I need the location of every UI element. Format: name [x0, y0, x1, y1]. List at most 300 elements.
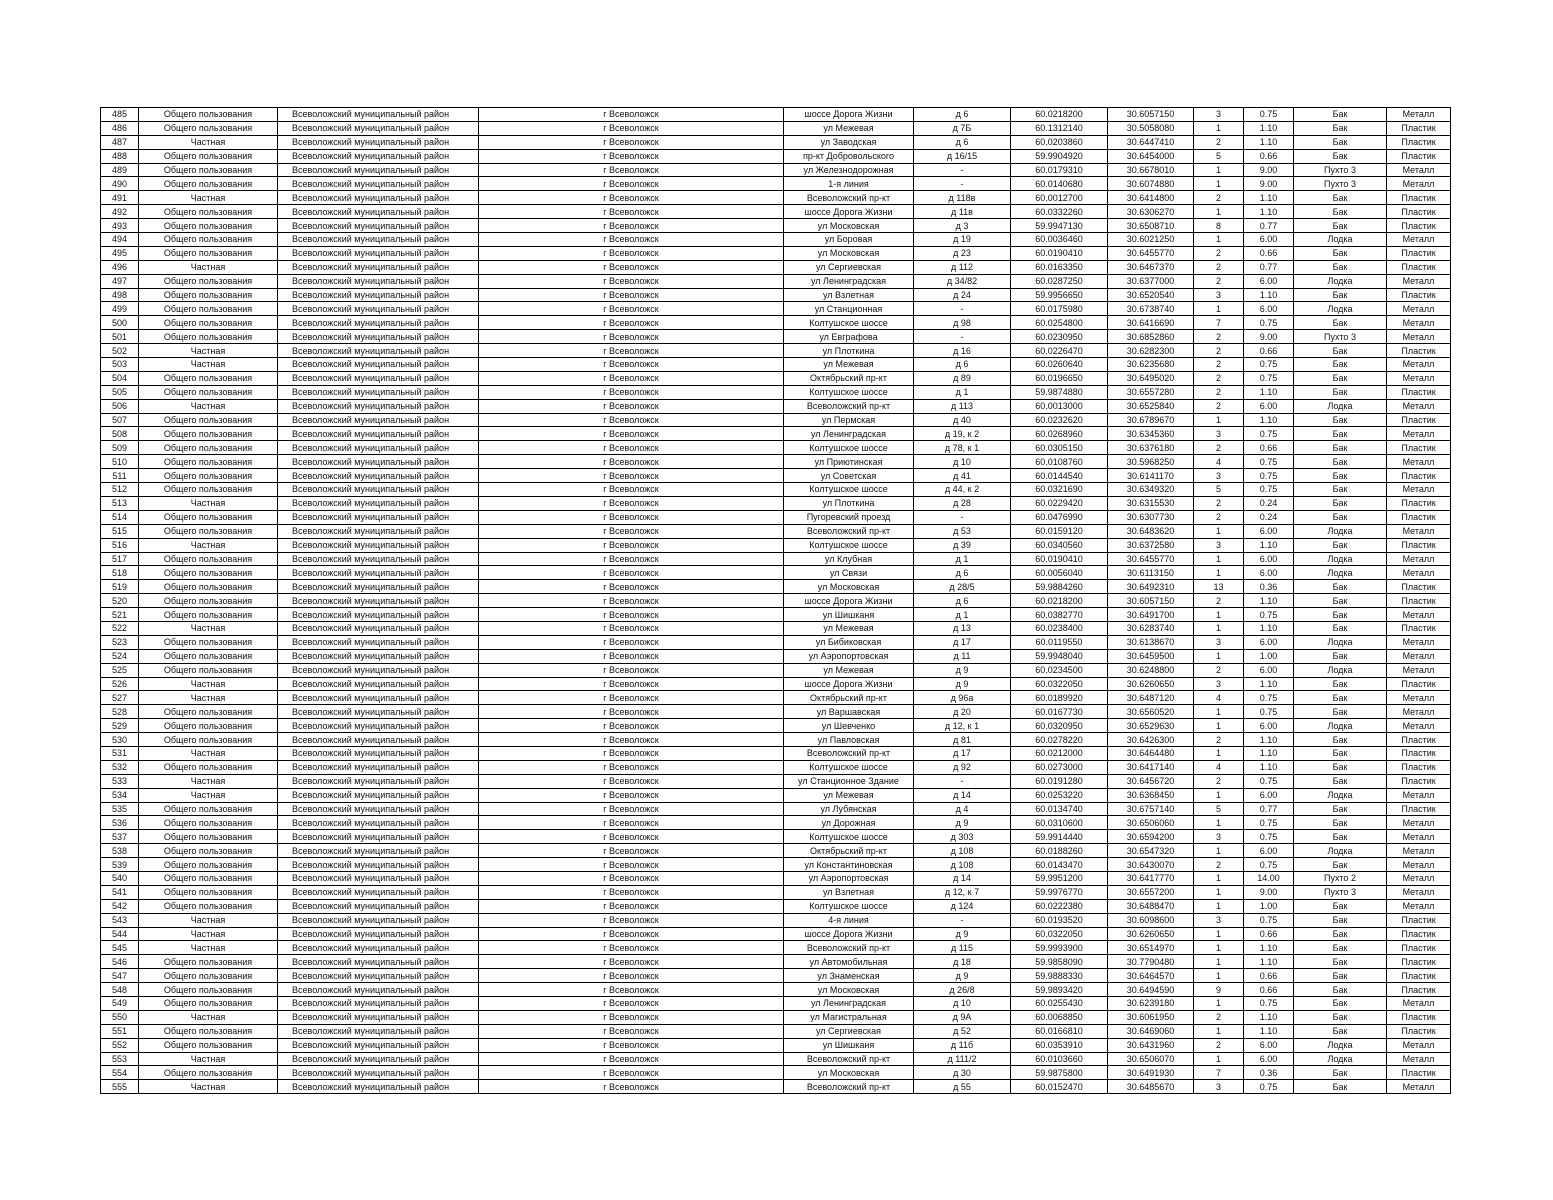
registry-table [100, 107, 1451, 1094]
cell-district: Всеволожский муниципальный район [278, 1038, 479, 1052]
cell-house: д 115 [914, 941, 1011, 955]
cell-longitude: 30.6021250 [1108, 233, 1194, 247]
cell-row-number: 534 [101, 788, 139, 802]
cell-latitude: 60.0253220 [1011, 788, 1108, 802]
cell-container-count: 1 [1194, 621, 1244, 635]
cell-container-type: Бак [1294, 538, 1387, 552]
cell-longitude: 30.6678010 [1108, 163, 1194, 177]
cell-longitude: 30.5968250 [1108, 455, 1194, 469]
cell-latitude: 60.0212000 [1011, 746, 1108, 760]
cell-ownership-type: Общего пользования [139, 635, 278, 649]
cell-container-type: Лодка [1294, 233, 1387, 247]
cell-container-count: 1 [1194, 705, 1244, 719]
cell-house: д 4 [914, 802, 1011, 816]
cell-container-volume: 1.10 [1244, 733, 1294, 747]
cell-latitude: 59.9888330 [1011, 969, 1108, 983]
cell-row-number: 524 [101, 649, 139, 663]
cell-ownership-type: Частная [139, 1010, 278, 1024]
cell-district: Всеволожский муниципальный район [278, 427, 479, 441]
cell-house: д 6 [914, 594, 1011, 608]
cell-longitude: 30.6057150 [1108, 108, 1194, 122]
table-row [101, 997, 1451, 1011]
cell-district: Всеволожский муниципальный район [278, 135, 479, 149]
cell-city: г Всеволожск [479, 330, 784, 344]
cell-house: д 111/2 [914, 1052, 1011, 1066]
cell-latitude: 60.0056040 [1011, 566, 1108, 580]
cell-street: Колтушское шоссе [784, 760, 914, 774]
cell-container-count: 1 [1194, 163, 1244, 177]
cell-house: д 6 [914, 108, 1011, 122]
cell-street: ул Дорожная [784, 816, 914, 830]
cell-container-volume: 0.75 [1244, 997, 1294, 1011]
cell-row-number: 511 [101, 469, 139, 483]
cell-container-count: 2 [1194, 496, 1244, 510]
cell-longitude: 30.6417770 [1108, 871, 1194, 885]
cell-container-type: Бак [1294, 108, 1387, 122]
cell-ownership-type: Общего пользования [139, 844, 278, 858]
cell-house: - [914, 774, 1011, 788]
cell-district: Всеволожский муниципальный район [278, 733, 479, 747]
cell-latitude: 60.0189920 [1011, 691, 1108, 705]
cell-ownership-type: Общего пользования [139, 802, 278, 816]
table-row [101, 969, 1451, 983]
cell-district: Всеволожский муниципальный район [278, 246, 479, 260]
cell-latitude: 60.0254800 [1011, 316, 1108, 330]
cell-street: ул Сергиевская [784, 260, 914, 274]
cell-container-volume: 0.75 [1244, 358, 1294, 372]
cell-container-material: Пластик [1387, 969, 1451, 983]
cell-container-count: 1 [1194, 1052, 1244, 1066]
table-row [101, 1024, 1451, 1038]
cell-city: г Всеволожск [479, 955, 784, 969]
cell-row-number: 526 [101, 677, 139, 691]
cell-container-material: Пластик [1387, 246, 1451, 260]
cell-container-material: Пластик [1387, 1010, 1451, 1024]
table-row [101, 899, 1451, 913]
cell-container-count: 1 [1194, 566, 1244, 580]
cell-longitude: 30.6345360 [1108, 427, 1194, 441]
table-row [101, 858, 1451, 872]
cell-city: г Всеволожск [479, 983, 784, 997]
cell-container-volume: 0.75 [1244, 705, 1294, 719]
cell-street: ул Аэропортовская [784, 871, 914, 885]
cell-container-count: 1 [1194, 885, 1244, 899]
cell-container-material: Пластик [1387, 913, 1451, 927]
cell-longitude: 30.6141170 [1108, 469, 1194, 483]
cell-city: г Всеволожск [479, 1080, 784, 1094]
cell-ownership-type: Общего пользования [139, 899, 278, 913]
cell-district: Всеволожский муниципальный район [278, 788, 479, 802]
cell-district: Всеволожский муниципальный район [278, 455, 479, 469]
cell-container-material: Металл [1387, 524, 1451, 538]
cell-row-number: 542 [101, 899, 139, 913]
cell-house: д 55 [914, 1080, 1011, 1094]
cell-ownership-type: Общего пользования [139, 871, 278, 885]
cell-latitude: 60.0273000 [1011, 760, 1108, 774]
cell-row-number: 548 [101, 983, 139, 997]
cell-district: Всеволожский муниципальный район [278, 233, 479, 247]
cell-container-volume: 0.75 [1244, 608, 1294, 622]
cell-ownership-type: Частная [139, 677, 278, 691]
cell-longitude: 30.6520540 [1108, 288, 1194, 302]
cell-longitude: 30.6315530 [1108, 496, 1194, 510]
table-row [101, 246, 1451, 260]
cell-house: д 24 [914, 288, 1011, 302]
cell-ownership-type: Частная [139, 927, 278, 941]
cell-street: ул Межевая [784, 358, 914, 372]
cell-city: г Всеволожск [479, 635, 784, 649]
cell-longitude: 30.6430070 [1108, 858, 1194, 872]
cell-district: Всеволожский муниципальный район [278, 621, 479, 635]
cell-row-number: 512 [101, 483, 139, 497]
cell-latitude: 60.0278220 [1011, 733, 1108, 747]
cell-container-volume: 1.10 [1244, 955, 1294, 969]
cell-container-count: 5 [1194, 149, 1244, 163]
cell-street: ул Московская [784, 983, 914, 997]
cell-latitude: 60.0175980 [1011, 302, 1108, 316]
cell-city: г Всеволожск [479, 760, 784, 774]
cell-container-type: Лодка [1294, 552, 1387, 566]
cell-row-number: 516 [101, 538, 139, 552]
cell-container-material: Металл [1387, 1052, 1451, 1066]
cell-container-type: Бак [1294, 121, 1387, 135]
cell-container-count: 1 [1194, 871, 1244, 885]
cell-container-volume: 1.10 [1244, 1024, 1294, 1038]
cell-longitude: 30.6557200 [1108, 885, 1194, 899]
cell-container-count: 1 [1194, 649, 1244, 663]
table-row [101, 746, 1451, 760]
cell-latitude: 60.0190410 [1011, 552, 1108, 566]
cell-ownership-type: Частная [139, 941, 278, 955]
cell-ownership-type: Частная [139, 344, 278, 358]
cell-latitude: 59.9914440 [1011, 830, 1108, 844]
table-row [101, 427, 1451, 441]
cell-district: Всеволожский муниципальный район [278, 566, 479, 580]
cell-ownership-type: Общего пользования [139, 330, 278, 344]
cell-container-material: Металл [1387, 635, 1451, 649]
cell-district: Всеволожский муниципальный район [278, 205, 479, 219]
cell-container-volume: 0.75 [1244, 913, 1294, 927]
cell-latitude: 59.9858090 [1011, 955, 1108, 969]
table-row [101, 649, 1451, 663]
cell-longitude: 30.6464480 [1108, 746, 1194, 760]
cell-container-type: Бак [1294, 469, 1387, 483]
table-row [101, 219, 1451, 233]
cell-street: Колтушское шоссе [784, 441, 914, 455]
cell-container-volume: 0.66 [1244, 441, 1294, 455]
cell-street: ул Заводская [784, 135, 914, 149]
cell-latitude: 59.9951200 [1011, 871, 1108, 885]
cell-house: д 14 [914, 871, 1011, 885]
cell-container-material: Пластик [1387, 385, 1451, 399]
cell-house: д 9А [914, 1010, 1011, 1024]
cell-container-count: 7 [1194, 316, 1244, 330]
cell-container-material: Металл [1387, 608, 1451, 622]
cell-latitude: 60.0222380 [1011, 899, 1108, 913]
cell-latitude: 60.0310600 [1011, 816, 1108, 830]
cell-city: г Всеволожск [479, 691, 784, 705]
cell-street: Октябрьский пр-кт [784, 371, 914, 385]
cell-street: Октябрьский пр-кт [784, 691, 914, 705]
cell-district: Всеволожский муниципальный район [278, 830, 479, 844]
cell-street: ул Сергиевская [784, 1024, 914, 1038]
cell-longitude: 30.6074880 [1108, 177, 1194, 191]
table-row [101, 816, 1451, 830]
cell-container-volume: 0.75 [1244, 371, 1294, 385]
cell-city: г Всеволожск [479, 399, 784, 413]
cell-longitude: 30.6467370 [1108, 260, 1194, 274]
cell-container-material: Пластик [1387, 1024, 1451, 1038]
table-row [101, 691, 1451, 705]
cell-container-count: 2 [1194, 774, 1244, 788]
cell-street: ул Приютинская [784, 455, 914, 469]
cell-longitude: 30.6508710 [1108, 219, 1194, 233]
cell-row-number: 505 [101, 385, 139, 399]
cell-district: Всеволожский муниципальный район [278, 969, 479, 983]
cell-container-volume: 1.10 [1244, 538, 1294, 552]
cell-ownership-type: Общего пользования [139, 719, 278, 733]
cell-house: д 7Б [914, 121, 1011, 135]
cell-row-number: 502 [101, 344, 139, 358]
cell-container-material: Пластик [1387, 191, 1451, 205]
cell-row-number: 497 [101, 274, 139, 288]
cell-row-number: 552 [101, 1038, 139, 1052]
cell-city: г Всеволожск [479, 941, 784, 955]
cell-container-count: 2 [1194, 191, 1244, 205]
cell-container-volume: 0.75 [1244, 830, 1294, 844]
table-row [101, 719, 1451, 733]
cell-street: 1-я линия [784, 177, 914, 191]
cell-district: Всеволожский муниципальный район [278, 816, 479, 830]
cell-ownership-type: Общего пользования [139, 1024, 278, 1038]
cell-district: Всеволожский муниципальный район [278, 538, 479, 552]
cell-row-number: 492 [101, 205, 139, 219]
cell-container-volume: 6.00 [1244, 566, 1294, 580]
cell-container-type: Бак [1294, 344, 1387, 358]
cell-city: г Всеволожск [479, 510, 784, 524]
cell-district: Всеволожский муниципальный район [278, 316, 479, 330]
cell-longitude: 30.6098600 [1108, 913, 1194, 927]
cell-district: Всеволожский муниципальный район [278, 997, 479, 1011]
cell-ownership-type: Общего пользования [139, 371, 278, 385]
cell-latitude: 60.0188260 [1011, 844, 1108, 858]
cell-district: Всеволожский муниципальный район [278, 983, 479, 997]
cell-city: г Всеволожск [479, 802, 784, 816]
cell-container-count: 1 [1194, 233, 1244, 247]
cell-street: ул Пермская [784, 413, 914, 427]
cell-longitude: 30.6447410 [1108, 135, 1194, 149]
cell-container-type: Бак [1294, 899, 1387, 913]
cell-row-number: 536 [101, 816, 139, 830]
cell-house: д 96а [914, 691, 1011, 705]
cell-container-count: 2 [1194, 274, 1244, 288]
cell-city: г Всеволожск [479, 1066, 784, 1080]
cell-ownership-type: Частная [139, 260, 278, 274]
cell-city: г Всеволожск [479, 746, 784, 760]
cell-street: Пугоревский проезд [784, 510, 914, 524]
cell-street: ул Шевченко [784, 719, 914, 733]
cell-row-number: 540 [101, 871, 139, 885]
cell-district: Всеволожский муниципальный район [278, 302, 479, 316]
cell-container-type: Бак [1294, 705, 1387, 719]
cell-row-number: 496 [101, 260, 139, 274]
cell-container-volume: 0.77 [1244, 260, 1294, 274]
cell-latitude: 60.0144540 [1011, 469, 1108, 483]
cell-container-volume: 1.10 [1244, 677, 1294, 691]
cell-ownership-type: Общего пользования [139, 455, 278, 469]
cell-longitude: 30.6852860 [1108, 330, 1194, 344]
cell-container-volume: 0.75 [1244, 774, 1294, 788]
table-row [101, 1080, 1451, 1094]
cell-latitude: 60.0036460 [1011, 233, 1108, 247]
cell-container-type: Бак [1294, 246, 1387, 260]
cell-container-material: Металл [1387, 1080, 1451, 1094]
cell-latitude: 60.0068850 [1011, 1010, 1108, 1024]
cell-container-type: Бак [1294, 760, 1387, 774]
cell-row-number: 504 [101, 371, 139, 385]
cell-row-number: 495 [101, 246, 139, 260]
cell-longitude: 30.6491930 [1108, 1066, 1194, 1080]
table-row [101, 941, 1451, 955]
cell-row-number: 541 [101, 885, 139, 899]
table-row [101, 580, 1451, 594]
table-row [101, 108, 1451, 122]
cell-district: Всеволожский муниципальный район [278, 191, 479, 205]
cell-row-number: 546 [101, 955, 139, 969]
cell-row-number: 537 [101, 830, 139, 844]
table-row [101, 705, 1451, 719]
cell-district: Всеволожский муниципальный район [278, 885, 479, 899]
cell-container-count: 13 [1194, 580, 1244, 594]
cell-ownership-type: Общего пользования [139, 483, 278, 497]
cell-container-volume: 0.75 [1244, 108, 1294, 122]
cell-longitude: 30.6506070 [1108, 1052, 1194, 1066]
cell-row-number: 494 [101, 233, 139, 247]
cell-longitude: 30.6138670 [1108, 635, 1194, 649]
cell-longitude: 30.7790480 [1108, 955, 1194, 969]
cell-ownership-type: Общего пользования [139, 1038, 278, 1052]
cell-street: шоссе Дорога Жизни [784, 108, 914, 122]
cell-container-volume: 0.77 [1244, 219, 1294, 233]
cell-container-count: 8 [1194, 219, 1244, 233]
cell-house: д 9 [914, 969, 1011, 983]
cell-longitude: 30.6495020 [1108, 371, 1194, 385]
cell-container-type: Бак [1294, 135, 1387, 149]
cell-container-volume: 6.00 [1244, 719, 1294, 733]
cell-city: г Всеволожск [479, 997, 784, 1011]
table-row [101, 635, 1451, 649]
cell-city: г Всеволожск [479, 677, 784, 691]
cell-container-material: Пластик [1387, 760, 1451, 774]
cell-longitude: 30.6738740 [1108, 302, 1194, 316]
cell-city: г Всеволожск [479, 899, 784, 913]
cell-city: г Всеволожск [479, 205, 784, 219]
cell-city: г Всеволожск [479, 871, 784, 885]
cell-latitude: 60.0226470 [1011, 344, 1108, 358]
cell-container-volume: 0.75 [1244, 427, 1294, 441]
cell-container-volume: 0.24 [1244, 510, 1294, 524]
cell-row-number: 535 [101, 802, 139, 816]
cell-container-count: 1 [1194, 302, 1244, 316]
cell-row-number: 515 [101, 524, 139, 538]
cell-district: Всеволожский муниципальный район [278, 691, 479, 705]
table-row [101, 871, 1451, 885]
cell-district: Всеволожский муниципальный район [278, 955, 479, 969]
cell-street: ул Варшавская [784, 705, 914, 719]
cell-city: г Всеволожск [479, 121, 784, 135]
cell-street: ул Павловская [784, 733, 914, 747]
cell-container-count: 2 [1194, 399, 1244, 413]
cell-container-count: 1 [1194, 719, 1244, 733]
cell-container-material: Металл [1387, 719, 1451, 733]
cell-ownership-type: Общего пользования [139, 580, 278, 594]
cell-district: Всеволожский муниципальный район [278, 219, 479, 233]
table-row [101, 177, 1451, 191]
cell-district: Всеволожский муниципальный район [278, 344, 479, 358]
cell-district: Всеволожский муниципальный район [278, 1010, 479, 1024]
cell-district: Всеволожский муниципальный район [278, 149, 479, 163]
cell-street: Колтушское шоссе [784, 830, 914, 844]
cell-house: д 20 [914, 705, 1011, 719]
cell-container-count: 2 [1194, 733, 1244, 747]
table-row [101, 302, 1451, 316]
cell-container-material: Металл [1387, 705, 1451, 719]
cell-container-material: Металл [1387, 427, 1451, 441]
cell-latitude: 60.0218200 [1011, 594, 1108, 608]
cell-district: Всеволожский муниципальный район [278, 371, 479, 385]
cell-row-number: 518 [101, 566, 139, 580]
cell-ownership-type: Общего пользования [139, 510, 278, 524]
cell-ownership-type: Общего пользования [139, 733, 278, 747]
cell-ownership-type: Общего пользования [139, 955, 278, 969]
cell-longitude: 30.6306270 [1108, 205, 1194, 219]
cell-ownership-type: Общего пользования [139, 608, 278, 622]
cell-latitude: 59.9874880 [1011, 385, 1108, 399]
cell-container-type: Бак [1294, 802, 1387, 816]
cell-street: ул Плоткина [784, 496, 914, 510]
cell-container-volume: 1.10 [1244, 413, 1294, 427]
cell-latitude: 59.9956650 [1011, 288, 1108, 302]
cell-street: Колтушское шоссе [784, 899, 914, 913]
cell-street: Всеволожский пр-кт [784, 524, 914, 538]
cell-house: д 112 [914, 260, 1011, 274]
cell-house: д 303 [914, 830, 1011, 844]
cell-district: Всеволожский муниципальный район [278, 802, 479, 816]
cell-latitude: 60.0321690 [1011, 483, 1108, 497]
cell-container-material: Пластик [1387, 413, 1451, 427]
cell-house: д 89 [914, 371, 1011, 385]
cell-container-type: Лодка [1294, 1052, 1387, 1066]
cell-city: г Всеволожск [479, 385, 784, 399]
cell-street: ул Взлетная [784, 885, 914, 899]
cell-house: д 11в [914, 205, 1011, 219]
cell-house: д 16/15 [914, 149, 1011, 163]
cell-container-type: Бак [1294, 677, 1387, 691]
cell-container-type: Бак [1294, 594, 1387, 608]
cell-ownership-type: Общего пользования [139, 149, 278, 163]
cell-row-number: 528 [101, 705, 139, 719]
cell-container-type: Бак [1294, 413, 1387, 427]
cell-container-material: Металл [1387, 399, 1451, 413]
cell-city: г Всеволожск [479, 621, 784, 635]
cell-district: Всеволожский муниципальный район [278, 274, 479, 288]
cell-house: д 9 [914, 663, 1011, 677]
cell-row-number: 553 [101, 1052, 139, 1066]
cell-longitude: 30.6560520 [1108, 705, 1194, 719]
cell-container-volume: 6.00 [1244, 844, 1294, 858]
cell-street: ул Константиновская [784, 858, 914, 872]
cell-longitude: 30.6494590 [1108, 983, 1194, 997]
